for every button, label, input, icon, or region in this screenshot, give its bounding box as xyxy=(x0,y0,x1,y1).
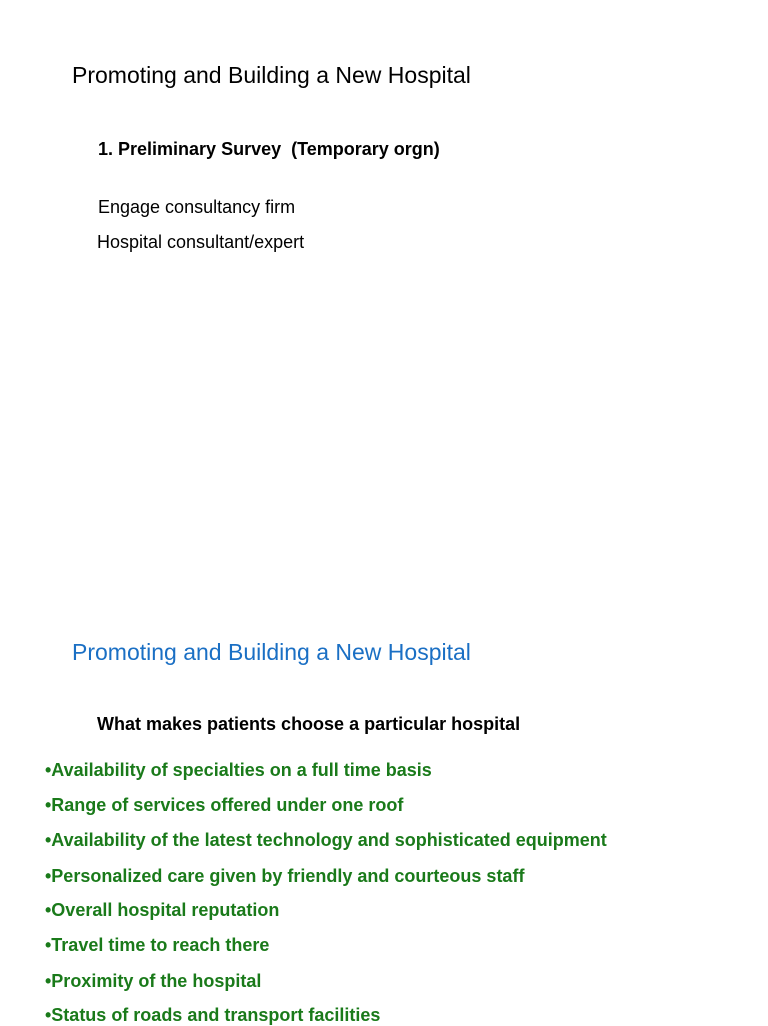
bullet-item: •Status of roads and transport facilities xyxy=(45,1005,381,1025)
slide-1-subtitle: 1. Preliminary Survey (Temporary orgn) xyxy=(98,139,440,159)
bullet-item: •Overall hospital reputation xyxy=(45,900,280,920)
bullet-item: •Proximity of the hospital xyxy=(45,971,262,991)
bullet-item: •Range of services offered under one roof xyxy=(45,795,404,815)
bullet-item: •Travel time to reach there xyxy=(45,935,270,955)
bullet-item: •Availability of specialties on a full time basis xyxy=(45,760,432,780)
slide-1-line-engage: Engage consultancy firm xyxy=(98,197,296,217)
slide-2-subtitle: What makes patients choose a particular hospital xyxy=(97,714,521,734)
bullet-item: •Personalized care given by friendly and courteous staff xyxy=(45,866,525,886)
bullet-item: •Availability of the latest technology and sophisticated equipment xyxy=(45,830,607,850)
slide-1-line-consultant: Hospital consultant/expert xyxy=(97,232,305,252)
slide-1-title: Promoting and Building a New Hospital xyxy=(72,62,471,88)
slide-2-title: Promoting and Building a New Hospital xyxy=(72,639,471,665)
